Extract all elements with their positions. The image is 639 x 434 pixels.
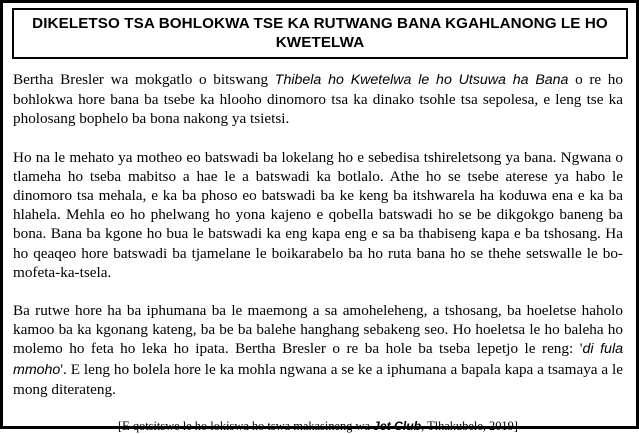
source-credit: [13, 419, 623, 434]
source-credit-suffix: , Tlhakubele, 2019]: [421, 419, 518, 434]
source-publication-name: Jet Club: [373, 419, 422, 434]
title-box: [12, 8, 628, 59]
idiom-emphasis: di fula mmoho: [13, 341, 623, 378]
paragraph-1-text-before-emphasis: Bertha Bresler wa mokgatlo o bitswang: [13, 71, 275, 88]
paragraph-2: Ho na le mehato ya motheo eo batswadi ba lokelang ho e sebedisa tshireletsong ya bana. Ngwana o tlameha ho tseba mabitso a hae le a batswadi ka botlalo. Athe ho se tsebe aterese ya habo le dinomoro tsa mehala, e ka ba phoso eo batswadi ba ke keng ba itshwarela ha koduwa ena e ka ba hlahela. Mehla eo ho phelwang ho yona kajeno e qobella batswadi ho se be dikgokgo baneng ba bona. Bana ba kgone ho bua le batswadi ka eng kapa eng e sa ba thabiseng kapa e ba tshosang. Ha ho qeaqeo hore batswadi ba tjamelane le boikarabelo ba ho ruta bana ho se thehe setswalle le bo-mofeta-ka-tsela.: [13, 148, 623, 281]
source-credit-prefix: [E qotsitswe le ho lokiswa ho tswa makasineng wa: [118, 419, 374, 434]
page-title: DIKELETSO TSA BOHLOKWA TSE KA RUTWANG BANA KGAHLANONG LE HO KWETELWA: [32, 15, 608, 51]
paragraph-3-text-before-emphasis: Ba rutwe hore ha ba iphumana ba le maemong a sa amoheleheng, a tshosang, ba hoeletse haholo kamoo ba ka kgonang kateng, ba be ba balehe hanghang sebakeng seo. Ho hoeletsa le ho baleha ho molemo ho feta ho leka ho ipata. Bertha Bresler o re ba hole ba tseba lepetjo le reng: ': [13, 302, 623, 358]
organisation-name-emphasis: Thibela ho Kwetelwa le ho Utsuwa ha Bana: [274, 72, 569, 88]
paragraph-3: [13, 301, 623, 399]
paragraph-1-text-after-emphasis: o re ho bohlokwa hore bana ba tsebe ka hlooho dinomoro tsa ka dinako tsohle tsa sepolesa, e leng tse ka pholosang bophelo ba bona nakong ya tsietsi.: [13, 71, 623, 128]
paragraph-3-text-after-emphasis: '. E leng ho bolela hore le ka mohla ngwana a se ke a iphumana a bapala kapa a tsamaya a le mong diterateng.: [13, 360, 623, 398]
body-copy: [8, 70, 629, 434]
paragraph-1: [13, 70, 623, 129]
document-content-area: [3, 3, 636, 434]
